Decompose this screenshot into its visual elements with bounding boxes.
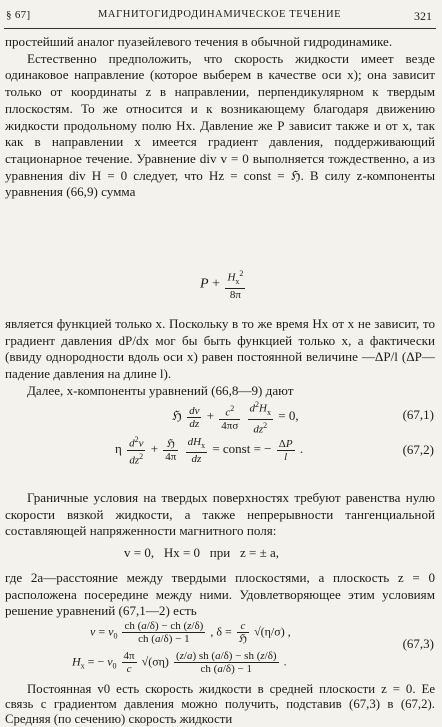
text-block-5 (5, 682, 435, 727)
equation-number-67-2: (67,2) (402, 442, 434, 457)
text-block-1 (5, 34, 435, 201)
paragraph-boundary-conditions: Граничные условия на твердых поверхностях требуют равенства нулю скорости вязкой жидкости, а также непрерывности тангенциальной составляющей напряженности магнитного поля: (5, 490, 435, 539)
text-block-4 (5, 570, 435, 620)
paragraph-pressure-gradient: является функцией только x. Поскольку в то же время Hx от x не зависит, то градиент давления dP/dx мог бы быть функцией только x, а фактически (ввиду однородности вдоль оси x) равен постоянной величине —ΔP/l (ΔP—падение давления на длине l). (5, 316, 435, 382)
equation-number-67-3: (67,3) (402, 636, 434, 651)
running-title: МАГНИТОГИДРОДИНАМИЧЕСКОЕ ТЕЧЕНИЕ (98, 9, 342, 20)
page-number: 321 (414, 9, 432, 23)
section-number: § 67] (6, 9, 31, 21)
paragraph-x-components: Далее, x-компоненты уравнений (66,8—9) дают (27, 382, 294, 398)
paragraph-continued: простейший аналог пуазейлевого течения в обычной гидродинамике. (5, 34, 393, 49)
equation-67-3: $v = v_0$ $\frac{ch (a/\delta) - ch (z/\delta)}{ch (a/\delta) - 1}$ , δ = $\frac{c}{\text{ℌ}}$ √(η/σ) , (90, 620, 291, 645)
page-header (6, 9, 432, 25)
equation-67-3-field: $H_x$ = − $v_0$ $\frac{4\pi}{c}$ √(ση) $\frac{(z/a) sh (a/\delta) - sh (z/\delta)}{ch (a/\delta) - 1}$ . (72, 650, 287, 675)
equation-boundary: v = 0, Hx = 0 при z = ± a, (124, 545, 279, 560)
equation-number-67-1: (67,1) (402, 407, 434, 422)
text-block-2 (5, 316, 435, 400)
paragraph-mean-velocity: Постоянная v0 есть скорость жидкости в средней плоскости z = 0. Ее связь с градиентом давления можно получить, подставив (67,3) в (67,2). Средняя (по сечению) скорость жидкости (5, 682, 435, 726)
header-rule (4, 28, 436, 29)
paragraph-solution-intro: где 2a—расстояние между твердыми плоскостями, а плоскость z = 0 расположена посередине между ними. Удовлетворяющее этим условиям решение уравнений (67,1—2) есть (5, 570, 435, 619)
paragraph-flow-assumption: Естественно предположить, что скорость жидкости имеет везде одинаковое направление (которое выберем в качестве оси x); она зависит только от координаты z в направлении, перпендикулярном к твердым плоскостям. То же относится и к возникающему благодаря движению жидкости продольному полю Hx. Давление же P зависит также и от x, так как в направлении x имеется градиент давления, поддерживающий стационарное течение. Уравнение div v = 0 выполняется тождественно, а из уравнения div H = 0 следует, что Hz = const = ℌ. В силу z-компоненты уравнения (66,9) сумма (5, 50, 435, 200)
equation-67-1: ℌ $\frac{dv}{dz}$ + $\frac{c^2}{4\pi\sigma}$ $\frac{d^2H_x}{dz^2}$ = 0, (172, 400, 299, 436)
equation-67-2: η $\frac{d^2v}{dz^2}$ + $\frac{\text{ℌ}}{4\pi}$ $\frac{dH_x}{dz}$ = const = − $\frac{\Delta P}{l}$ . (115, 435, 304, 467)
text-block-3 (5, 490, 435, 540)
equation-pressure-sum: P + $\frac{H_x^2}{8\pi}$ (200, 269, 244, 301)
